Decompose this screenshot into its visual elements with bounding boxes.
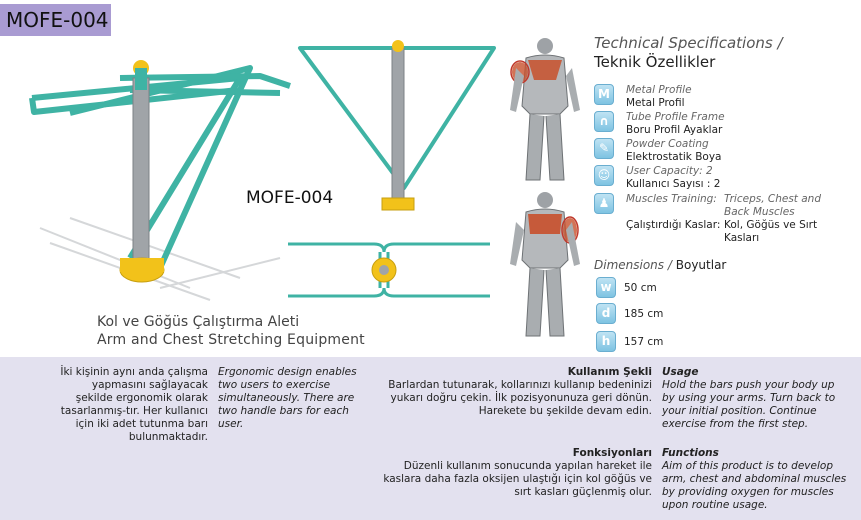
muscles-en-value: Triceps, Chest and Back Muscles xyxy=(724,193,822,218)
functions-title-tr: Fonksiyonları xyxy=(572,447,652,459)
spec-user-capacity xyxy=(594,165,720,191)
usage-section-tr xyxy=(380,366,652,418)
description-tr: İki kişinin aynı anda çalışma yapmasını sağlayacak şekilde ergonomik olarak tasarlanmış-tır. Her kullanıcı için iki adet tutunma barı bulunmaktadır. xyxy=(60,366,208,443)
dimensions-title xyxy=(594,258,726,272)
powder-coating-icon: ✎ xyxy=(594,138,614,159)
usage-title-en: Usage xyxy=(662,366,699,378)
metal-profile-tr: Metal Profil xyxy=(626,97,685,109)
depth-icon: d xyxy=(596,303,616,324)
user-capacity-en: User Capacity: 2 xyxy=(626,165,713,177)
width-value: 50 cm xyxy=(624,281,657,294)
depth-value: 185 cm xyxy=(624,307,664,320)
metal-profile-en: Metal Profile xyxy=(626,84,692,96)
powder-coating-en: Powder Coating xyxy=(626,138,709,150)
spec-muscles xyxy=(594,193,832,245)
muscle-figure-icon: ♟ xyxy=(594,193,614,214)
tube-profile-icon: ∩ xyxy=(594,111,614,132)
muscle-figure-front xyxy=(506,190,584,340)
functions-section-tr xyxy=(380,447,652,499)
description-band xyxy=(0,357,861,520)
functions-text-tr: Düzenli kullanım sonucunda yapılan hareket ile kaslara daha fazla oksijen ulaştığı için kol göğüs ve sırt kasları güçlenmiş olur. xyxy=(383,460,652,498)
height-value: 157 cm xyxy=(624,335,664,348)
users-icon: ☺ xyxy=(594,165,614,186)
width-icon: w xyxy=(596,277,616,298)
muscles-tr-value: Kol, Göğüs ve Sırt Kasları xyxy=(724,219,818,244)
tube-profile-en: Tube Profile Frame xyxy=(626,111,725,123)
dimension-depth xyxy=(596,303,663,324)
spec-metal-profile xyxy=(594,84,692,110)
dimension-width xyxy=(596,277,657,298)
product-name-tr: Kol ve Göğüs Çalıştırma Aleti xyxy=(97,314,300,330)
dimension-height xyxy=(596,331,663,352)
product-code-label: MOFE-004 xyxy=(246,188,334,208)
metal-profile-icon: M xyxy=(594,84,614,105)
usage-title-tr: Kullanım Şekli xyxy=(567,366,652,378)
dimensions-title-tr: Boyutlar xyxy=(675,258,727,272)
functions-title-en: Functions xyxy=(662,447,719,459)
usage-section-en xyxy=(662,366,842,431)
height-icon: h xyxy=(596,331,616,352)
dimensions-title-sep: / xyxy=(667,258,672,272)
dimensions-title-en: Dimensions xyxy=(594,258,665,272)
usage-text-en: Hold the bars push your body up by using your arms. Turn back to your initial position. Continue exercise from the first step. xyxy=(662,379,836,430)
muscle-figure-back xyxy=(506,36,584,184)
spec-powder-coating xyxy=(594,138,721,164)
muscles-tr-key: Çalıştırdığı Kaslar: xyxy=(626,219,721,231)
specs-title-en: Technical Specifications / xyxy=(594,34,783,52)
tube-profile-tr: Boru Profil Ayaklar xyxy=(626,124,723,136)
product-name-en: Arm and Chest Stretching Equipment xyxy=(97,332,365,348)
muscles-en-key: Muscles Training: xyxy=(626,193,717,205)
description-en: Ergonomic design enables two users to exercise simultaneously. There are two handle bars for each user. xyxy=(218,366,357,430)
product-code-badge: MOFE-004 xyxy=(0,4,111,36)
equipment-perspective-illustration xyxy=(10,38,300,310)
user-capacity-tr: Kullanıcı Sayısı : 2 xyxy=(626,178,721,190)
functions-section-en xyxy=(662,447,850,512)
specs-title-tr: Teknik Özellikler xyxy=(594,53,716,71)
functions-text-en: Aim of this product is to develop arm, chest and abdominal muscles by providing oxygen for muscles upon routine usage. xyxy=(662,460,847,511)
spec-tube-profile xyxy=(594,111,725,137)
usage-text-tr: Barlardan tutunarak, kollarınızı kullanıp bedeninizi yukarı doğru çekin. İlk pozisyonunuza geri dönün. Harekete bu şekilde devam edin. xyxy=(388,379,652,417)
equipment-top-view xyxy=(286,238,492,302)
powder-coating-tr: Elektrostatik Boya xyxy=(626,151,722,163)
